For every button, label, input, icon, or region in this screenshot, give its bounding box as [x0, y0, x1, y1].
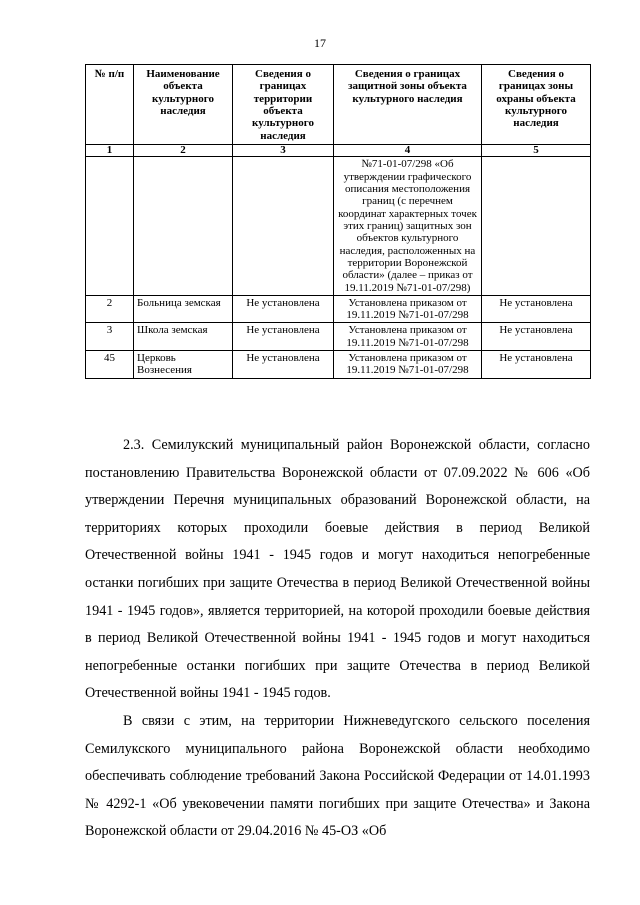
protection-zone-info: Не установлена: [482, 351, 591, 379]
table-row: [86, 295, 591, 323]
column-number-row: [86, 144, 591, 157]
column-number: 3: [233, 144, 334, 157]
object-name: Больница земская: [134, 295, 233, 323]
heritage-objects-table: [85, 64, 591, 379]
territory-info: Не установлена: [233, 323, 334, 351]
paragraph: В связи с этим, на территории Нижневедугского сельского поселения Семилукского муниципального района Воронежской области необходимо обеспечивать соблюдение требований Закона Российской Федерации от 14.01.1993 № 4292-1 «Об увековечении памяти погибших при защите Отечества» и Закона Воронежской области от 29.04.2016 № 45-ОЗ «Об: [85, 712, 590, 840]
protection-zone-info: Не установлена: [482, 295, 591, 323]
header-protective-zone: Сведения о границах защитной зоны объекта культурного наследия: [334, 65, 482, 145]
row-number: 45: [86, 351, 134, 379]
protective-zone-info: Установлена приказом от 19.11.2019 №71-01-07/298: [334, 295, 482, 323]
territory-info: Не установлена: [233, 351, 334, 379]
table-cell: [482, 157, 591, 295]
header-number: № п/п: [86, 65, 134, 145]
protection-zone-info: Не установлена: [482, 323, 591, 351]
row-number: 3: [86, 323, 134, 351]
table-cell: [233, 157, 334, 295]
table-row: [86, 323, 591, 351]
protective-zone-info: Установлена приказом от 19.11.2019 №71-01-07/298: [334, 323, 482, 351]
column-number: 1: [86, 144, 134, 157]
header-territory: Сведения о границах территории объекта культурного наследия: [233, 65, 334, 145]
column-number: 5: [482, 144, 591, 157]
body-text: [85, 432, 590, 846]
paragraph: 2.3. Семилукский муниципальный район Воронежской области, согласно постановлению Правительства Воронежской области от 07.09.2022 № 606 «Об утверждении Перечня муниципальных образований Воронежской области, на территориях которых проходили боевые действия в период Великой Отечественной войны 1941 - 1945 годов и могут находиться непогребенные останки погибших при защите Отечества в период Великой Отечественной войны 1941 - 1945 годов», является территорией, на которой проходили боевые действия в период Великой Отечественной войны 1941 - 1945 годов и могут находиться непогребенные останки погибших при защите Отечества в период Великой Отечественной войны 1941 - 1945 годов.: [85, 437, 590, 702]
table-cell: [86, 157, 134, 295]
row-number: 2: [86, 295, 134, 323]
column-number: 4: [334, 144, 482, 157]
table-cell: [134, 157, 233, 295]
table-row: [86, 157, 591, 295]
territory-info: Не установлена: [233, 295, 334, 323]
column-number: 2: [134, 144, 233, 157]
table-row: [86, 351, 591, 379]
header-object-name: Наименование объекта культурного наследия: [134, 65, 233, 145]
object-name: Церковь Вознесения: [134, 351, 233, 379]
page-number: 17: [314, 36, 326, 50]
protective-zone-info: Установлена приказом от 19.11.2019 №71-01-07/298: [334, 351, 482, 379]
header-protection-zone: Сведения о границах зоны охраны объекта культурного наследия: [482, 65, 591, 145]
continuation-cell: №71-01-07/298 «Об утверждении графического описания местоположения границ (с перечнем координат характерных точек этих границ) защитных зон объектов культурного наследия, расположенных на территории Воронежской области» (далее – приказ от 19.11.2019 №71-01-07/298): [334, 157, 482, 295]
table-header-row: [86, 65, 591, 145]
object-name: Школа земская: [134, 323, 233, 351]
